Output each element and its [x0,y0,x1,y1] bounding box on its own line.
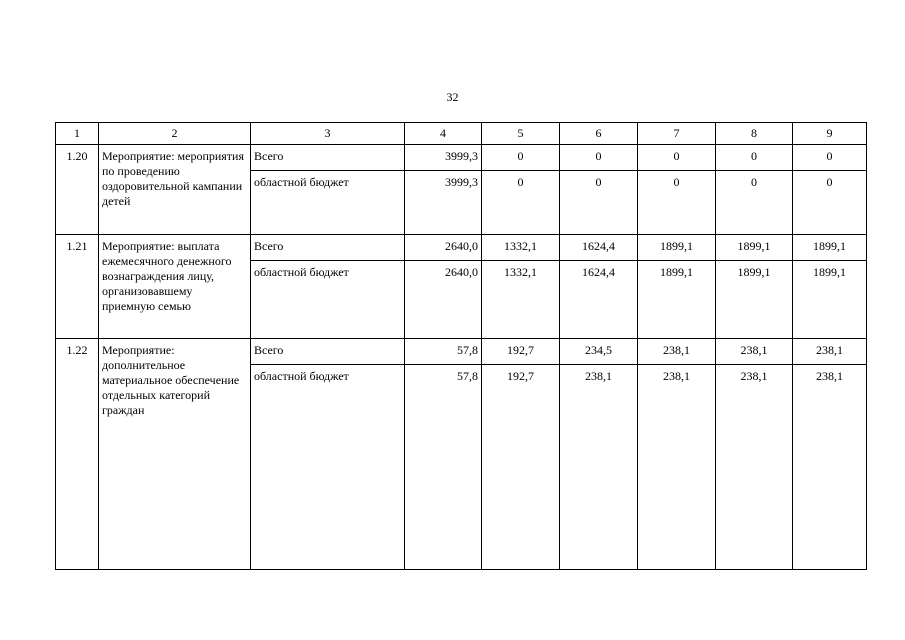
table-cell: 57,8 [405,364,482,569]
table-cell: 1899,1 [793,260,867,338]
table-cell: 0 [482,145,560,171]
table-cell: 2640,0 [405,235,482,261]
table-cell: 1899,1 [793,235,867,261]
table-cell: 238,1 [638,338,716,364]
table-cell: 238,1 [716,364,793,569]
table-cell: 1624,4 [560,235,638,261]
table-cell: 1899,1 [638,260,716,338]
table-cell: 1899,1 [638,235,716,261]
funding-source: Всего [251,235,405,261]
table-header-row [56,123,867,145]
table-cell: 0 [560,145,638,171]
table-cell: 1624,4 [560,260,638,338]
table-row [56,235,867,261]
table-cell: 1899,1 [716,235,793,261]
table-cell: 3999,3 [405,145,482,171]
table-cell: 234,5 [560,338,638,364]
row-description: Мероприятие: дополнительное материальное обеспечение отдельных категорий граждан [99,338,251,569]
funding-source: Всего [251,145,405,171]
table-cell: 0 [716,171,793,235]
table-cell: 0 [716,145,793,171]
row-description: Мероприятие: выплата ежемесячного денежного вознаграждения лицу, организовавшему приемную семью [99,235,251,339]
table-cell: 3999,3 [405,171,482,235]
table-cell: 0 [560,171,638,235]
table-row [56,338,867,364]
table-cell: 0 [638,145,716,171]
funding-source: Всего [251,338,405,364]
table-cell: 1332,1 [482,260,560,338]
table-cell: 238,1 [560,364,638,569]
funding-source: областной бюджет [251,171,405,235]
column-header: 5 [482,123,560,145]
column-header: 7 [638,123,716,145]
table-cell: 238,1 [638,364,716,569]
column-header: 9 [793,123,867,145]
column-header: 6 [560,123,638,145]
budget-table [55,122,867,570]
table-cell: 57,8 [405,338,482,364]
table-cell: 2640,0 [405,260,482,338]
row-number: 1.20 [56,145,99,235]
table-cell: 238,1 [716,338,793,364]
table-cell: 0 [482,171,560,235]
table-row [56,145,867,171]
column-header: 3 [251,123,405,145]
column-header: 1 [56,123,99,145]
table-cell: 1332,1 [482,235,560,261]
column-header: 8 [716,123,793,145]
row-description: Мероприятие: мероприятия по проведению оздоровительной кампании детей [99,145,251,235]
table-cell: 0 [793,171,867,235]
row-number: 1.22 [56,338,99,569]
table-cell: 0 [638,171,716,235]
table-cell: 1899,1 [716,260,793,338]
table-cell: 238,1 [793,364,867,569]
table-cell: 192,7 [482,338,560,364]
row-number: 1.21 [56,235,99,339]
page-number: 32 [446,90,459,104]
column-header: 2 [99,123,251,145]
funding-source: областной бюджет [251,364,405,569]
table-cell: 0 [793,145,867,171]
table-cell: 192,7 [482,364,560,569]
column-header: 4 [405,123,482,145]
funding-source: областной бюджет [251,260,405,338]
table-cell: 238,1 [793,338,867,364]
